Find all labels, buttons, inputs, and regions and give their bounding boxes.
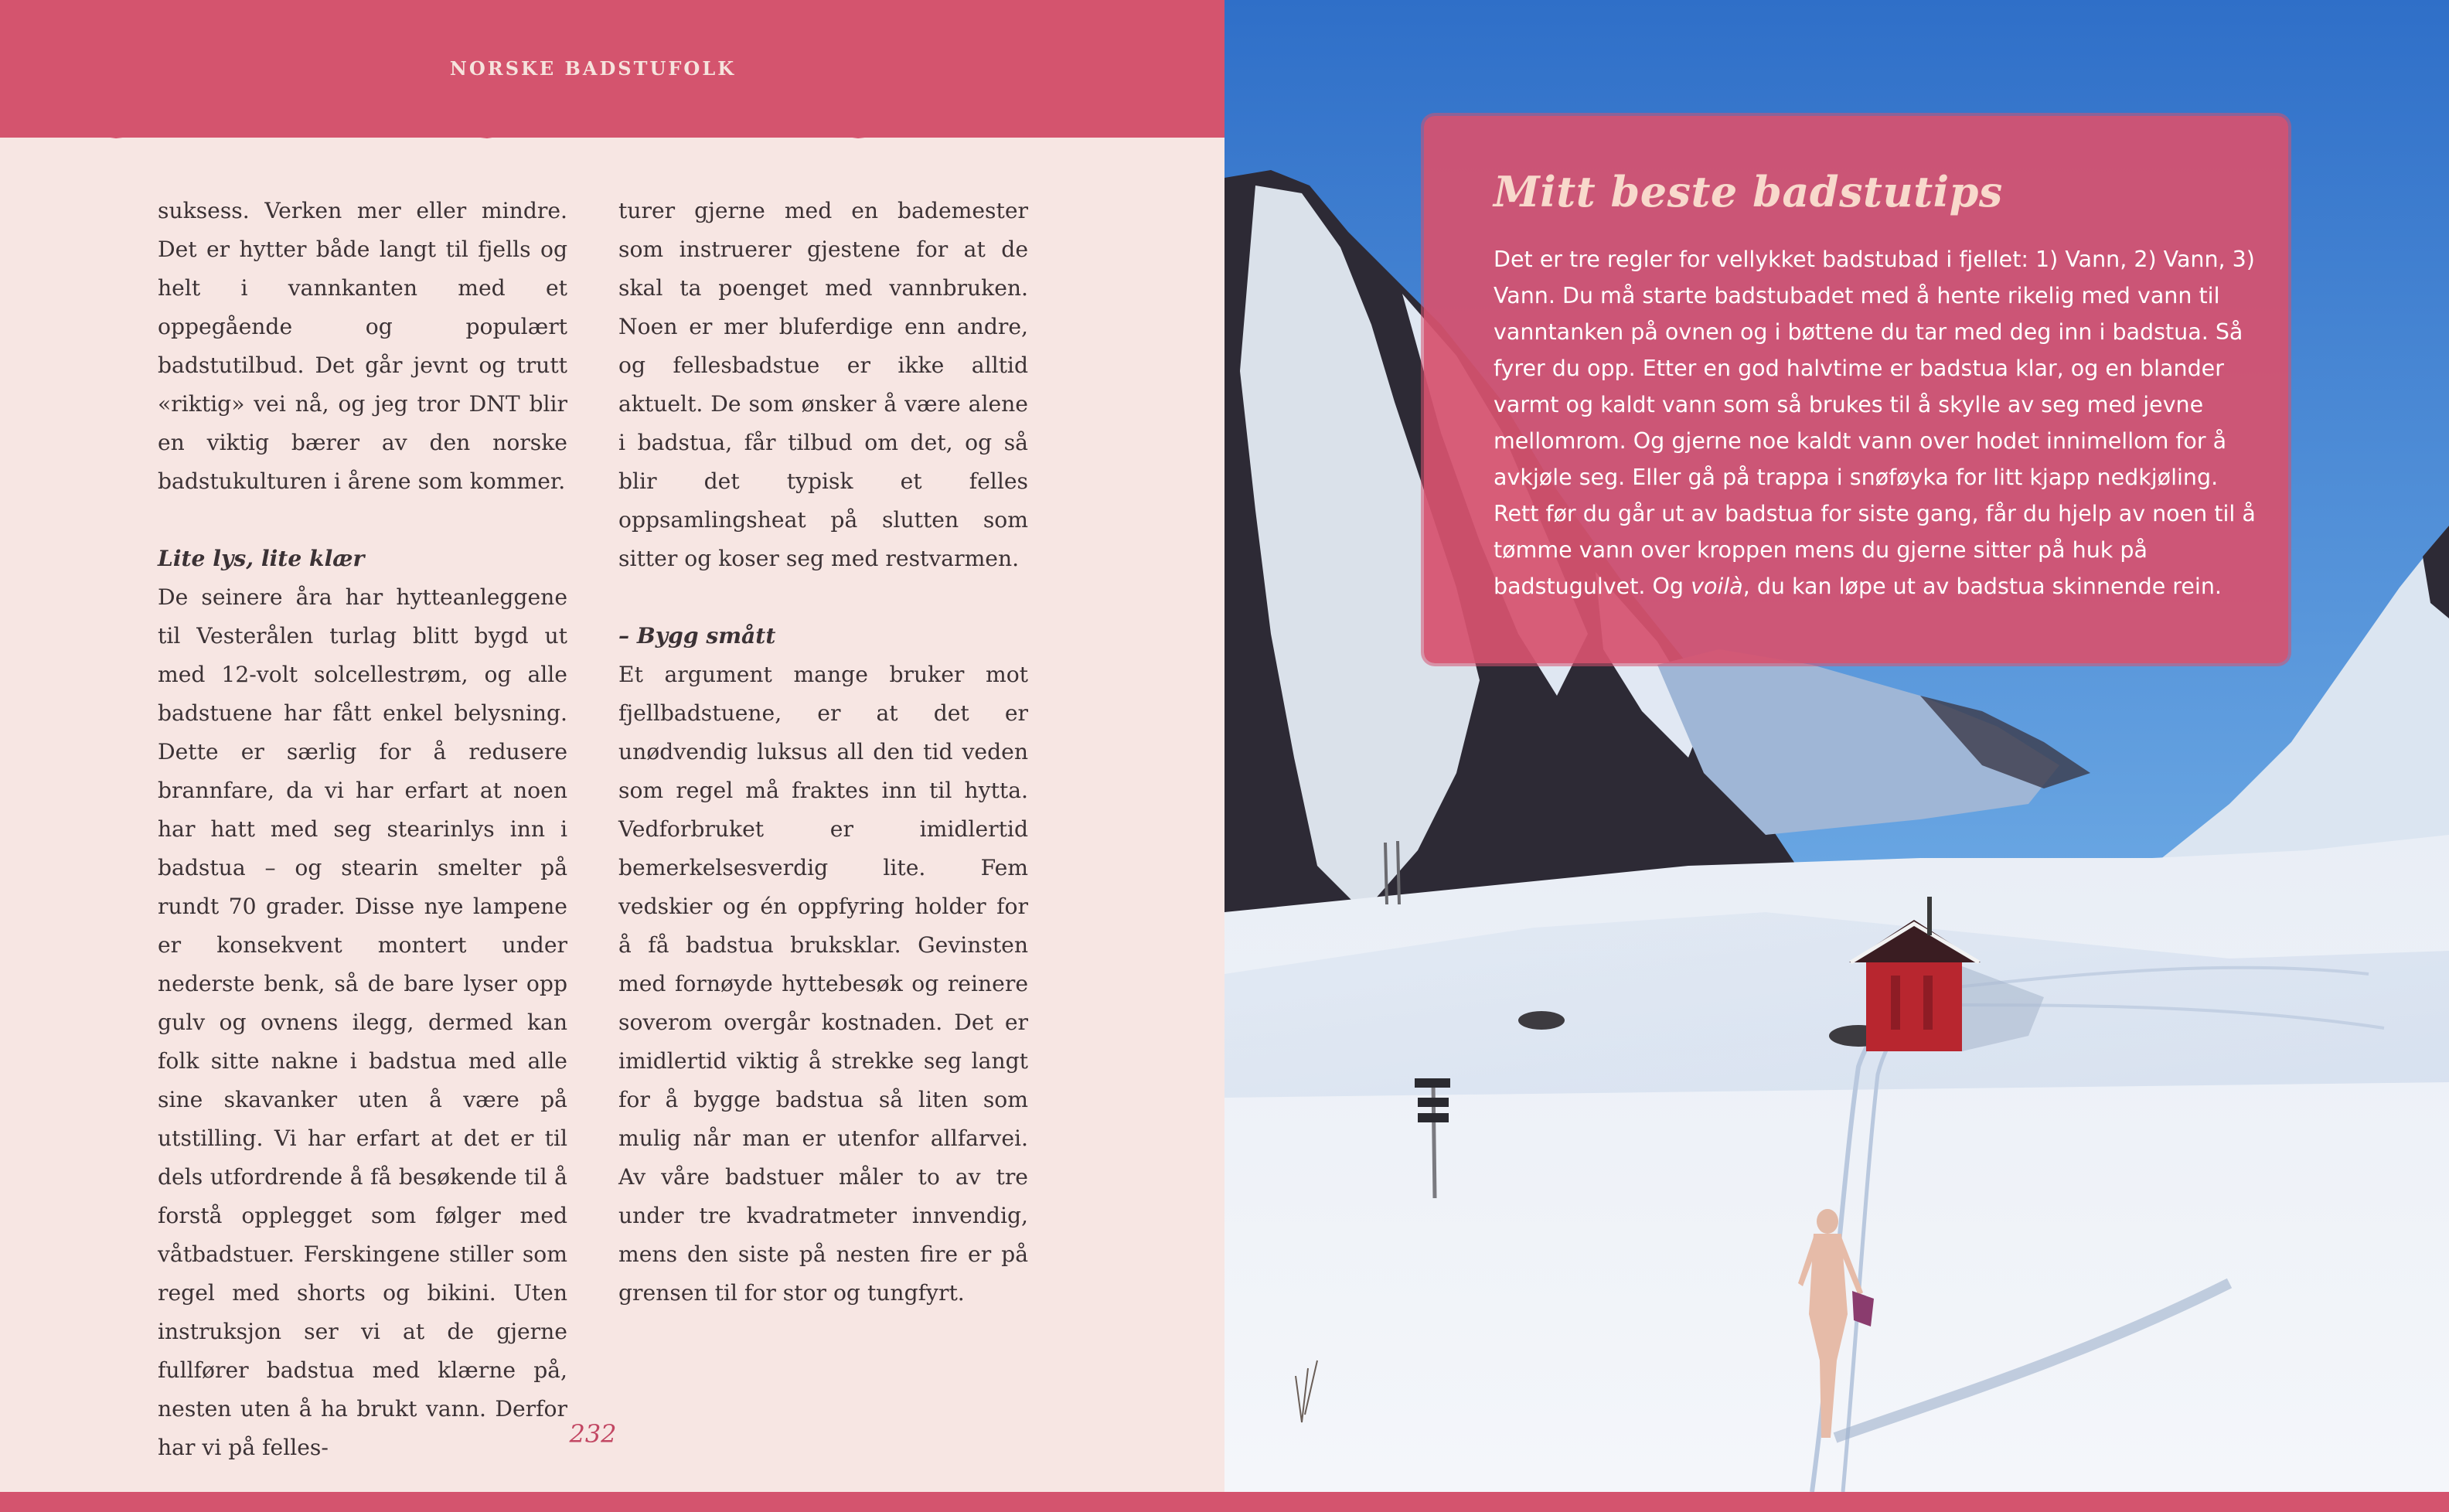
running-head: NORSKE BADSTUFOLK xyxy=(449,57,737,80)
text-column-1 xyxy=(158,192,567,1467)
tip-body-text: Det er tre regler for vellykket badstubad i fjellet: 1) Vann, 2) Vann, 3) Vann. Du må starte badstubadet med å hente rikelig med vann til vanntanken på ovnen og i bøttene du tar med deg inn i badstua. Så fyrer du opp. Etter en god halvtime er badstua klar, og en blander varmt og kaldt vann som så brukes til å skylle av seg med jevne mellomrom. Og gjerne noe kaldt vann over hodet innimellom for å avkjøle seg. Eller gå på trappa i snøføyka for litt kjapp nedkjøling. Rett før du går ut av badstua for siste gang, får du hjelp av noen til å tømme vann over kroppen mens du gjerne sitter på huk på badstugulvet. Og xyxy=(1494,247,2256,599)
body-paragraph: suksess. Verken mer eller mindre. Det er hytter både langt til fjells og helt i vannkanten med et oppegående og populært badstutilbud. Det går jevnt og trutt «riktig» vei nå, og jeg tror DNT blir en viktig bærer av den norske badstukulturen i årene som kommer. xyxy=(158,198,567,494)
body-paragraph: turer gjerne med en bademester som instruerer gjestene for at de skal ta poenget med vannbruken. Noen er mer bluferdige enn andre, og fellesbadstue er ikke alltid aktuelt. De som ønsker å være alene i badstua, får tilbud om det, og så blir det typisk et felles oppsamlingsheat på slutten som sitter og koser seg med restvarmen. xyxy=(618,198,1028,571)
subheading: Lite lys, lite klær xyxy=(158,546,365,571)
text-column-2 xyxy=(618,192,1028,1313)
tip-body xyxy=(1494,241,2267,604)
subheading: – Bygg smått xyxy=(618,623,776,649)
bottom-band xyxy=(0,1492,2449,1512)
left-page xyxy=(0,0,1224,1512)
page-number: 232 xyxy=(569,1419,617,1449)
header-band xyxy=(0,0,1224,138)
tip-body-text-end: , du kan løpe ut av badstua skinnende rein. xyxy=(1742,574,2222,599)
tip-body-italic: voilà xyxy=(1691,574,1743,599)
brush-edge xyxy=(0,116,1224,147)
body-paragraph: Et argument mange bruker mot fjellbadstuene, er at det er unødvendig luksus all den tid veden som regel må fraktes inn til hytta. Vedforbruket er imidlertid bemerkelsesverdig lite. Fem vedskier og én oppfyring holder for å få badstua bruksklar. Gevinsten med fornøyde hyttebesøk og reinere soverom overgår kostnaden. Det er imidlertid viktig å strekke seg langt for å bygge badstua så liten som mulig når man er utenfor allfarvei. Av våre badstuer måler to av tre under tre kvadratmeter innvendig, mens den siste på nesten fire er på grensen til for stor og tungfyrt. xyxy=(618,662,1028,1306)
tip-title: Mitt beste badstutips xyxy=(1494,167,2003,216)
body-paragraph: De seinere åra har hytteanleggene til Vesterålen turlag blitt bygd ut med 12-volt solcellestrøm, og alle badstuene har fått enkel belysning. Dette er særlig for å redusere brannfare, da vi har erfart at noen har hatt med seg stearinlys inn i badstua – og stearin smelter på rundt 70 grader. Disse nye lampene er konsekvent montert under nederste benk, så de bare lyser opp gulv og ovnens ilegg, dermed kan folk sitte nakne i badstua med alle sine skavanker uten å være på utstilling. Vi har erfart at det er til dels utfordrende å få besøkende til å forstå opplegget som følger med våtbadstuer. Ferskingene stiller som regel med shorts og bikini. Uten instruksjon ser vi at de gjerne fullfører badstua med klærne på, nesten uten å ha brukt vann. Derfor har vi på felles- xyxy=(158,584,567,1460)
tip-box xyxy=(1424,116,2288,663)
